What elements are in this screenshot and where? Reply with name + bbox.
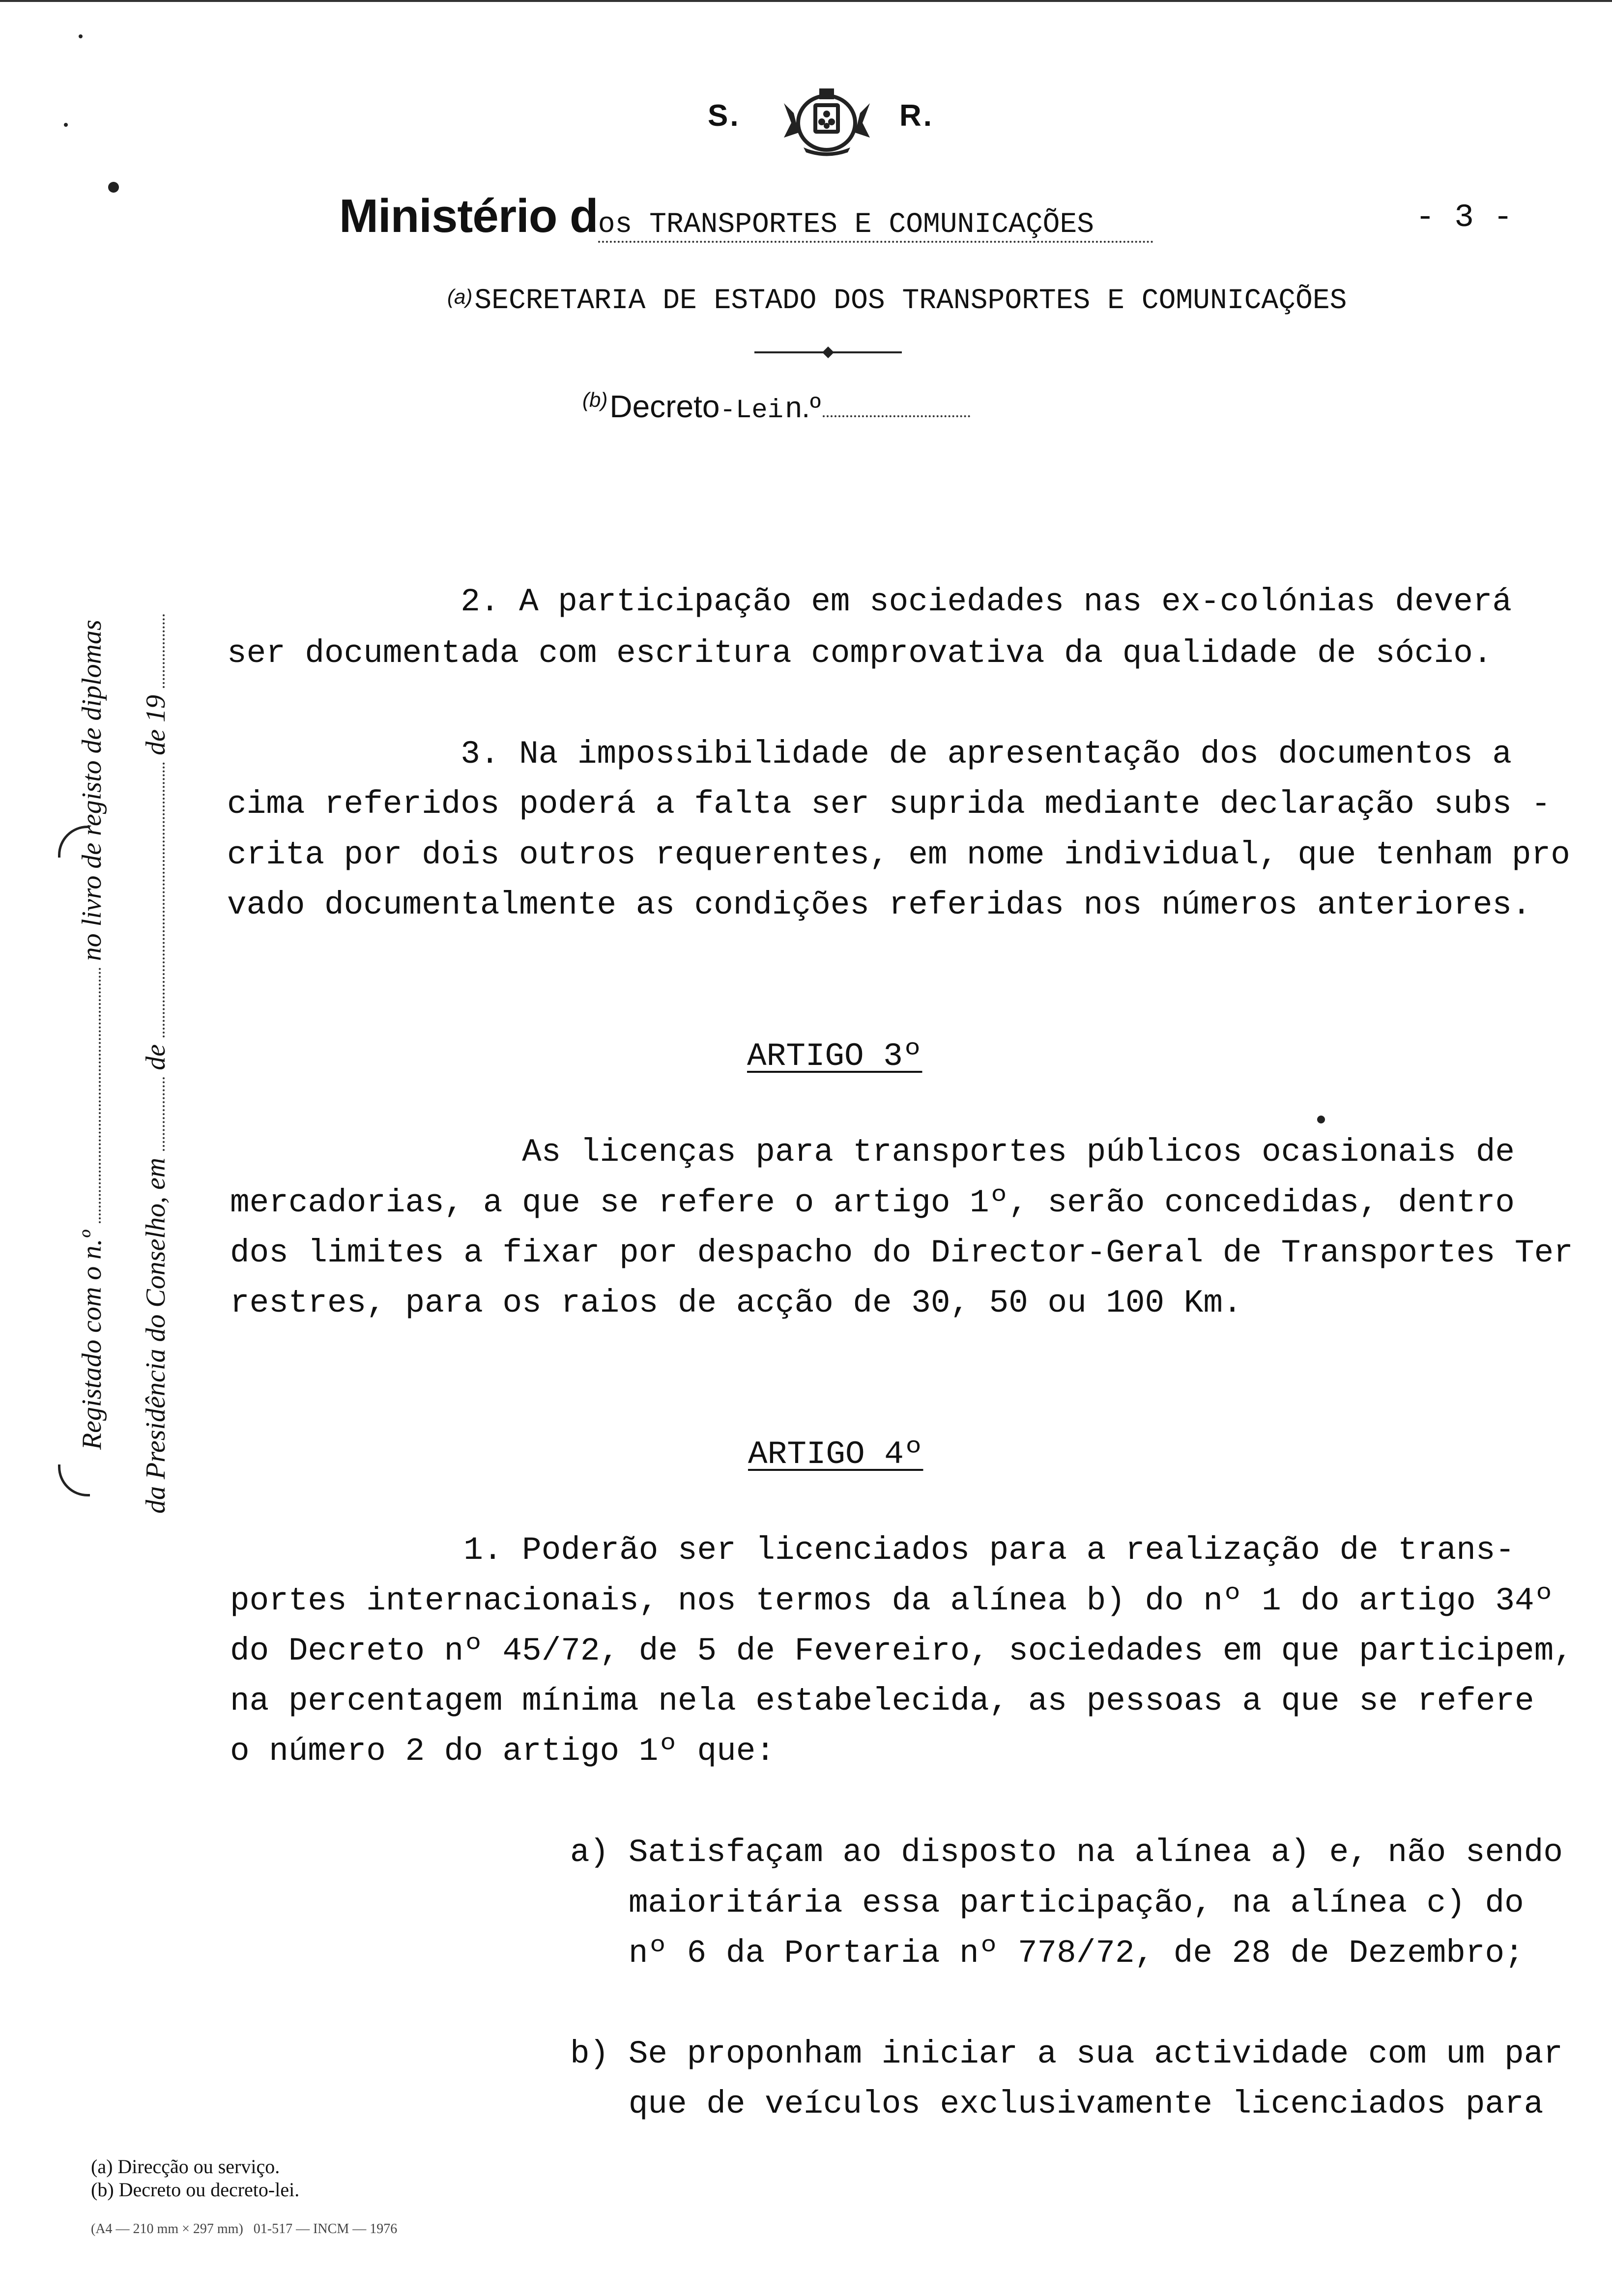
margin-blank xyxy=(99,968,101,1223)
registration-margin-line-1 xyxy=(76,620,108,1450)
paragraph-3-line-4: vado documentalmente as condições referidas nos números anteriores. xyxy=(227,887,1531,923)
scan-speck xyxy=(1317,1116,1325,1123)
article-4-p1-line-5: o número 2 do artigo 1º que: xyxy=(230,1733,775,1770)
secretariat-name: SECRETARIA DE ESTADO DOS TRANSPORTES E COMUNICAÇÕES xyxy=(474,285,1347,317)
secretariat-line xyxy=(447,285,1347,317)
article-3-line-3: dos limites a fixar por despacho do Director-Geral de Transportes Ter xyxy=(230,1234,1573,1271)
item-a-line-1: a) Satisfaçam ao disposto na alínea a) e, não sendo xyxy=(570,1834,1563,1871)
margin-blank xyxy=(163,614,165,688)
diamond-divider xyxy=(754,345,902,360)
paragraph-3-line-2: cima referidos poderá a falta ser suprida mediante declaração subs - xyxy=(227,786,1551,823)
scan-speck xyxy=(79,34,83,38)
margin-bracket-bottom xyxy=(58,1464,90,1496)
article-4-p1-line-4: na percentagem mínima nela estabelecida, as pessoas a que se refere xyxy=(230,1683,1534,1720)
header-initial-r: R. xyxy=(899,99,934,133)
paragraph-3-line-1: 3. Na impossibilidade de apresentação dos documentos a xyxy=(227,736,1512,773)
footnote-b: (b) Decreto ou decreto-lei. xyxy=(91,2179,300,2201)
decree-lei: -Lei xyxy=(720,396,784,426)
footnote-marker-a: (a) xyxy=(447,285,473,308)
decree-word: Decreto xyxy=(609,389,720,424)
ministry-name: os TRANSPORTES E COMUNICAÇÕES xyxy=(598,209,1153,243)
decree-line xyxy=(582,388,970,426)
footnote-a: (a) Direcção ou serviço. xyxy=(91,2155,280,2178)
article-3-line-1: As licenças para transportes públicos ocasionais de xyxy=(230,1134,1515,1171)
coat-of-arms-emblem xyxy=(784,84,870,157)
margin-blank xyxy=(163,1077,165,1151)
margin-year-label: de 19 xyxy=(141,695,171,755)
paragraph-2-line-2: ser documentada com escritura comprovativa da qualidade de sócio. xyxy=(227,635,1493,672)
article-3-line-2: mercadorias, a que se refere o artigo 1º, serão concedidas, dentro xyxy=(230,1184,1515,1221)
article-3-heading: ARTIGO 3º xyxy=(747,1038,922,1075)
margin-presidency-label: da Presidência do Conselho, em xyxy=(141,1157,171,1514)
decree-number-blank xyxy=(823,396,970,417)
print-info: (A4 — 210 mm × 297 mm) 01-517 — INCM — 1976 xyxy=(91,2221,398,2237)
article-4-p1-line-2: portes internacionais, nos termos da alínea b) do nº 1 do artigo 34º xyxy=(230,1582,1554,1619)
item-b-line-1: b) Se proponham iniciar a sua actividade com um par xyxy=(570,2036,1563,2072)
margin-de-label: de xyxy=(141,1044,171,1070)
header-initial-s: S. xyxy=(708,99,741,133)
margin-registered-label: Registado com o n.º xyxy=(77,1230,107,1450)
item-a-line-2: maioritária essa participação, na alínea c) do xyxy=(570,1885,1524,1922)
ministry-title xyxy=(339,189,1153,243)
scan-speck xyxy=(64,123,68,127)
ministry-prefix: Ministério d xyxy=(339,190,598,242)
page-number: - 3 - xyxy=(1415,199,1513,236)
item-a-line-3: nº 6 da Portaria nº 778/72, de 28 de Dezembro; xyxy=(570,1935,1524,1972)
decree-number-label: n.º xyxy=(785,391,821,424)
article-4-p1-line-3: do Decreto nº 45/72, de 5 de Fevereiro, sociedades em que participem, xyxy=(230,1633,1573,1669)
article-4-heading: ARTIGO 4º xyxy=(748,1436,923,1473)
paragraph-2-line-1: 2. A participação em sociedades nas ex-colónias deverá xyxy=(227,583,1512,620)
registration-margin-line-2 xyxy=(140,614,172,1514)
article-3-line-4: restres, para os raios de acção de 30, 50 ou 100 Km. xyxy=(230,1285,1242,1321)
margin-book-label: no livro de registo de diplomas xyxy=(77,620,107,961)
top-edge-line xyxy=(0,0,1612,2)
article-4-p1-line-1: 1. Poderão ser licenciados para a realização de trans- xyxy=(230,1532,1515,1569)
margin-bracket-top xyxy=(58,826,90,858)
margin-blank xyxy=(163,762,165,1037)
item-b-line-2: que de veículos exclusivamente licenciados para xyxy=(570,2086,1544,2123)
footnote-marker-b: (b) xyxy=(582,388,608,411)
paragraph-3-line-3: crita por dois outros requerentes, em nome individual, que tenham pro xyxy=(227,836,1570,873)
scan-speck xyxy=(108,182,119,193)
